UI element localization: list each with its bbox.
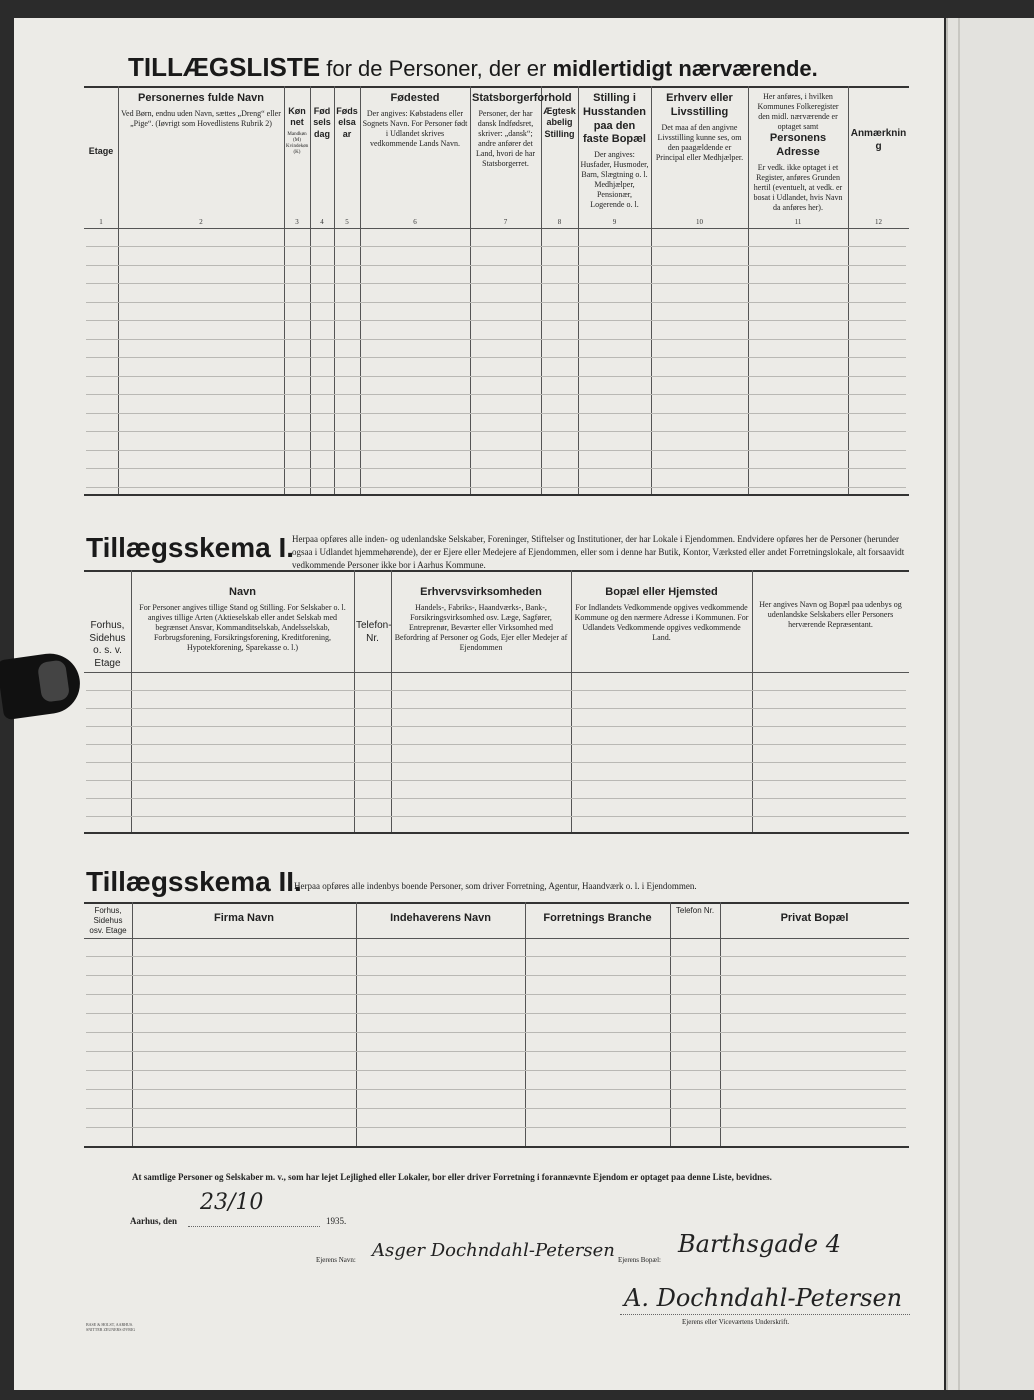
t1-header-col-3	[286, 106, 308, 226]
s1-header-col-2	[133, 586, 352, 670]
skema1-description: Herpaa opføres alle inden- og udenlandske Selskaber, Foreninger, Stiftelser og Institutioner, der har Lokale i Ejendommen. Endvidere opføres her de Personer (herunder ogsaa i Udlandet hjemmehørende), der er Ejere eller Medejere af Ejendommen, eller som i denne har Butik, Kontor, Værksted eller andet Forretningslokale, alt forsaavidt vedkommende Personer ikke bor i Aarhus Kommune.	[292, 534, 905, 571]
t1-col-11-pre: Her anføres, i hvilken Kommunes Folkeregister	[757, 92, 839, 111]
t1-header-col-2-heading: Personernes fulde Navn	[138, 92, 264, 104]
s1-header-col-4	[393, 586, 569, 670]
t1-header-col-6	[362, 92, 468, 212]
city-date-label: Aarhus, den	[130, 1216, 178, 1226]
t1-writing-line	[86, 339, 906, 340]
s2-col-6-label: Privat Bopæl	[780, 912, 849, 924]
t1-header-col-11-heading: Personens Adresse	[769, 132, 827, 158]
t1-col-number: 9	[612, 218, 617, 226]
t1-col-divider	[118, 86, 119, 494]
t1-col-divider	[310, 86, 311, 494]
t1-header-col-12	[850, 128, 907, 248]
s2-writing-line	[86, 1070, 906, 1071]
s1-col-6-text: Her angives Navn og Bopæl paa udenbys og udenlandske Selskabers eller Personers herværende Repræsentant.	[759, 600, 902, 629]
s1-writing-line	[86, 690, 906, 691]
s1-col-divider	[354, 570, 355, 832]
s1-header-col-1	[86, 620, 129, 704]
s1-writing-line	[86, 798, 906, 799]
t1-header-col-1-heading: Etage	[88, 146, 114, 156]
t1-col-divider	[651, 86, 652, 494]
t1-writing-line	[86, 394, 906, 395]
s2-col-5-label: Telefon Nr.	[675, 906, 715, 915]
s2-writing-line	[86, 1051, 906, 1052]
s2-header-col-5	[672, 906, 718, 916]
t1-writing-line	[86, 302, 906, 303]
s1-writing-line	[86, 762, 906, 763]
s2-col-divider	[356, 902, 357, 1146]
t1-header-col-7-heading: Statsborgerforhold	[472, 92, 572, 104]
t1-col-divider	[360, 86, 361, 494]
t1-writing-line	[86, 468, 906, 469]
s2-col-divider	[132, 902, 133, 1146]
s2-header-col-2	[134, 912, 354, 929]
s2-writing-line	[86, 994, 906, 995]
s2-writing-line	[86, 956, 906, 957]
t1-col-11-instructions: Er vedk. ikke optaget i et Register, anføres Grunden hertil (eventuelt, at vedk. er bosat i Udlandet, hvis Navn da anføres her).	[753, 162, 843, 212]
s2-top-border	[84, 902, 909, 904]
s2-header-bottom	[84, 938, 909, 939]
owner-name-handwritten: Asger Dochndahl-Petersen	[372, 1240, 615, 1261]
t1-col-number: 8	[557, 218, 562, 226]
t1-header-col-2	[120, 92, 282, 212]
t1-header-col-3-heading: Kønnet	[288, 106, 306, 128]
s2-col-2-label: Firma Navn	[214, 912, 274, 924]
t1-bottom-border	[84, 494, 909, 496]
t1-header-col-12-heading: Anmærkning	[850, 128, 907, 152]
owner-address-handwritten: Barthsgade 4	[678, 1230, 841, 1258]
s2-col-divider	[670, 902, 671, 1146]
t1-col-divider	[748, 86, 749, 494]
t1-header-bottom	[84, 228, 909, 229]
s1-header-col-4-heading: Erhvervsvirksomheden	[420, 586, 542, 598]
t1-col-7-instructions: Personer, der har dansk Indfødsret, skriver: „dansk“; andre anfører det Land, hvori de har Statsborgerret.	[475, 108, 536, 168]
declaration-text: At samtlige Personer og Selskaber m. v., som har lejet Lejlighed eller Lokaler, bor eller driver Forretning i forannævnte Ejendom er optaget paa denne Liste, bevidnes.	[132, 1172, 772, 1182]
s2-writing-line	[86, 1089, 906, 1090]
t1-header-col-10	[653, 92, 746, 212]
t1-writing-line	[86, 431, 906, 432]
t1-writing-line	[86, 450, 906, 451]
t1-col-6-instructions: Der angives: Købstadens eller Sognets Navn. For Personer født i Udlandet skrives vedkommende Lands Navn.	[362, 108, 468, 148]
s1-header-col-3	[356, 620, 392, 704]
owner-address-label: Ejerens Bopæl:	[618, 1256, 661, 1264]
t1-col-11-mid: den midl. nærværende er optaget samt	[758, 112, 838, 131]
s1-col-divider	[571, 570, 572, 832]
t1-writing-line	[86, 376, 906, 377]
t1-header-col-4-heading: Fødselsdag	[313, 106, 331, 139]
t1-col-9-instructions: Der angives: Husfader, Husmoder, Barn, Slægtning o. l. Medhjælper, Pensionær, Logerende o. l.	[580, 150, 649, 209]
s1-header-col-6	[754, 600, 907, 684]
s1-col-divider	[752, 570, 753, 832]
s1-writing-line	[86, 726, 906, 727]
s1-col-1-text: Forhus, Sidehus o. s. v. Etage	[89, 620, 126, 669]
s1-col-4-text: Handels-, Fabriks-, Haandværks-, Bank-, Forsikringsvirksomhed osv. Læge, Sagfører, Entreprenør, Beværter eller Virksomhed med Befordring af Personer og Gods, Ejer eller Medejer af Ejendommen	[394, 602, 568, 652]
s1-col-divider	[131, 570, 132, 832]
s2-col-4-label: Forretnings Branche	[543, 912, 652, 924]
t1-header-col-9-heading: Stilling i Husstanden paa den faste Bopæl	[583, 92, 646, 146]
t1-header-col-9	[580, 92, 649, 212]
s2-col-divider	[525, 902, 526, 1146]
t1-col-number: 11	[794, 218, 802, 226]
t1-writing-line	[86, 487, 906, 488]
t1-writing-line	[86, 357, 906, 358]
s2-col-3-label: Indehaverens Navn	[390, 912, 491, 924]
s1-writing-line	[86, 780, 906, 781]
signature-label: Ejerens eller Viceværtens Underskrift.	[682, 1318, 790, 1326]
s2-writing-line	[86, 1013, 906, 1014]
t1-header-col-11	[750, 92, 846, 212]
s1-bottom-border	[84, 832, 909, 834]
t1-col-number: 10	[696, 218, 703, 226]
t1-writing-line	[86, 265, 906, 266]
t1-col-divider	[578, 86, 579, 494]
printer-mark: BASE & HOLST, AARHUS. SNITTER ZEUNERS ØVRIG	[86, 1322, 136, 1333]
s1-col-2-text: For Personer angives tillige Stand og Stilling. For Selskaber o. l. angives tillige Arten (Aktieselskab eller andet Selskab med begrænset Ansvar, Kommanditselskab, Andelsselskab, Forbrugsforening, Forsikringsforening, Kreditforening, Hypotekforening, Sparekasse o. l.)	[139, 602, 346, 652]
s2-writing-line	[86, 1032, 906, 1033]
t1-header-col-5-heading: Fødselsaar	[336, 106, 358, 139]
t1-header-col-1	[86, 146, 116, 266]
t1-col-number: 5	[345, 218, 349, 226]
s2-writing-line	[86, 975, 906, 976]
t1-col-10-instructions: Det maa af den angivne Livsstilling kunne ses, om den paagældende er Principal eller Medhjælper.	[655, 122, 744, 162]
t1-header-col-6-heading: Fødested	[390, 92, 440, 104]
s1-writing-line	[86, 744, 906, 745]
s1-writing-line	[86, 708, 906, 709]
t1-col-divider	[848, 86, 849, 494]
t1-writing-line	[86, 413, 906, 414]
s1-header-col-5-heading: Bopæl eller Hjemsted	[605, 586, 718, 598]
t1-col-number: 2	[199, 218, 203, 226]
skema2-title: Tillægsskema II.	[86, 866, 302, 897]
t1-top-border	[84, 86, 909, 88]
t1-col-divider	[541, 86, 542, 494]
skema1-title: Tillægsskema I.	[86, 532, 295, 563]
t1-col-number: 4	[320, 218, 324, 226]
s2-header-col-3	[358, 912, 523, 929]
year-text: 1935.	[326, 1216, 347, 1226]
t1-writing-line	[86, 283, 906, 284]
t1-col-number: 7	[503, 218, 508, 226]
t1-writing-line	[86, 246, 906, 247]
s1-col-3-text: Telefon-Nr.	[356, 620, 392, 644]
owner-name-label: Ejerens Navn:	[316, 1256, 356, 1264]
s1-col-divider	[391, 570, 392, 832]
date-line	[188, 1226, 320, 1227]
s2-bottom-border	[84, 1146, 909, 1148]
s2-header-col-1	[86, 906, 130, 936]
s1-header-col-2-heading: Navn	[229, 586, 256, 598]
t1-col-3-instructions: Mandkøn (M) Kvindekøn (K)	[286, 131, 309, 156]
s2-col-1-label: Forhus, Sidehus osv. Etage	[89, 906, 127, 935]
t1-col-number: 3	[295, 218, 299, 226]
s1-writing-line	[86, 816, 906, 817]
t1-col-number: 6	[413, 218, 417, 226]
t1-header-col-4	[312, 106, 332, 226]
s2-header-col-6	[722, 912, 907, 929]
t1-header-col-5	[336, 106, 358, 226]
t1-col-2-instructions: Ved Børn, endnu uden Navn, sættes „Dreng“ eller „Pige“. (Iøvrigt som Hovedlistens Rubrik 2)	[121, 108, 281, 128]
t1-col-divider	[470, 86, 471, 494]
skema2-description: Herpaa opføres alle indenbys boende Personer, som driver Forretning, Agentur, Haandværk o. l. i Ejendommen.	[294, 881, 697, 891]
s1-header-col-5	[573, 586, 750, 670]
date-handwritten: 23/10	[200, 1190, 264, 1215]
page-title: TILLÆGSLISTE for de Personer, der er midlertidigt nærværende.	[128, 52, 818, 82]
s2-col-divider	[720, 902, 721, 1146]
t1-header-col-10-heading: Erhverv eller Livsstilling	[666, 92, 733, 118]
t1-col-divider	[284, 86, 285, 494]
signature-line	[620, 1314, 910, 1315]
s2-header-col-4	[527, 912, 668, 929]
t1-header-col-8-heading: Ægteskabelig Stilling	[543, 106, 576, 139]
t1-col-number: 12	[875, 218, 882, 226]
s1-col-5-text: For Indlandets Vedkommende opgives vedkommende Kommune og den nærmere Adresse i Kommunen. For Udlandets Vedkommende opgives vedkommende Land.	[574, 602, 749, 642]
s2-writing-line	[86, 1127, 906, 1128]
t1-writing-line	[86, 320, 906, 321]
signature-handwritten: A. Dochndahl-Petersen	[624, 1284, 903, 1312]
t1-header-col-8	[543, 106, 576, 226]
s2-writing-line	[86, 1108, 906, 1109]
t1-col-divider	[334, 86, 335, 494]
t1-col-number: 1	[99, 218, 103, 226]
adjacent-page	[946, 18, 1034, 1390]
